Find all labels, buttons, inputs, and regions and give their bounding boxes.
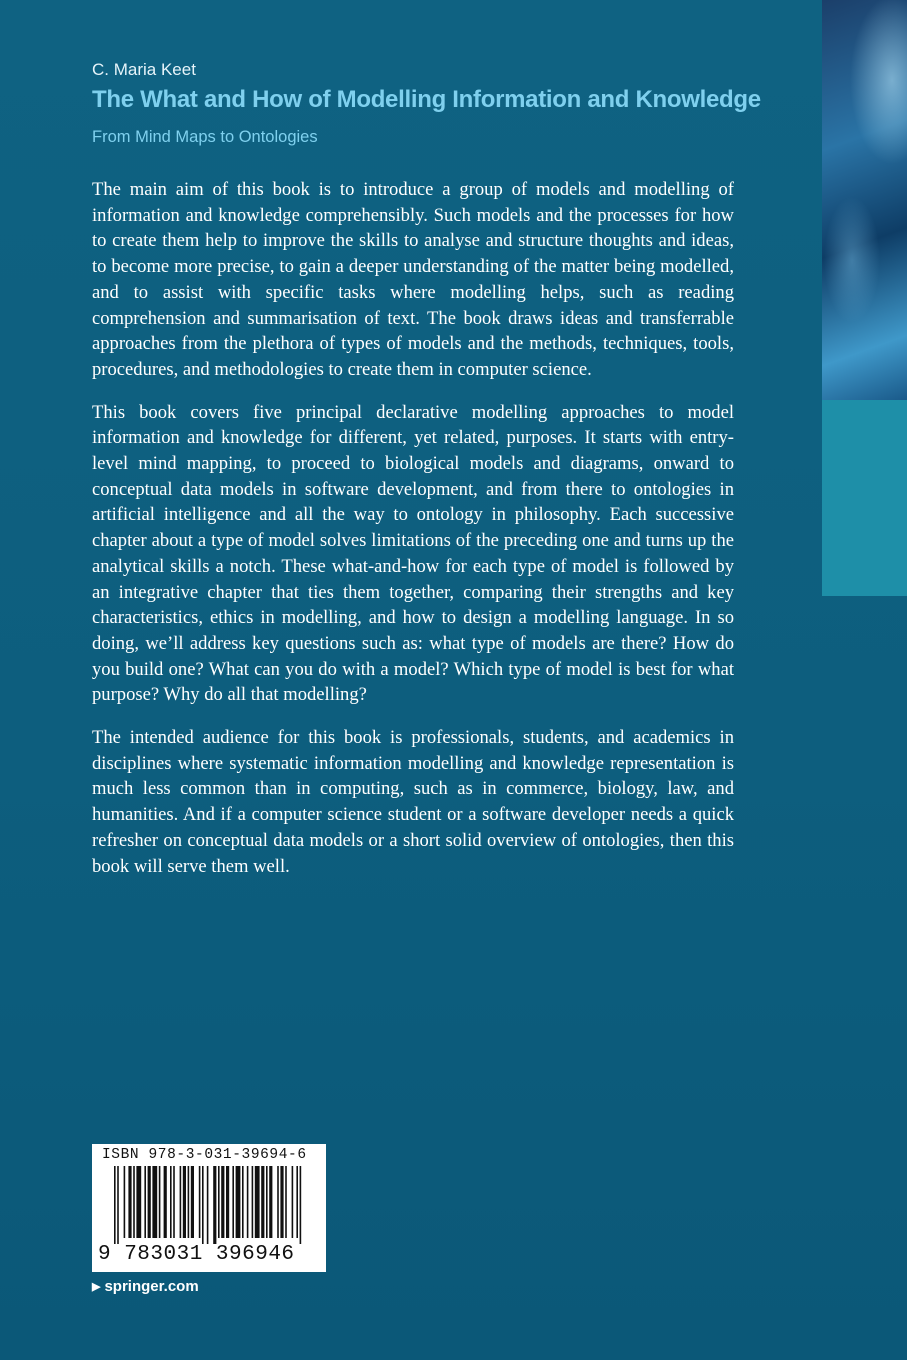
barcode-bar — [213, 1166, 216, 1244]
barcode-bars — [92, 1166, 326, 1246]
barcode-bar — [136, 1166, 141, 1238]
barcode-bar — [232, 1166, 234, 1238]
book-title: The What and How of Modelling Information and Knowledge — [92, 86, 761, 113]
blurb-paragraph: The intended audience for this book is professionals, students, and academics in disciplines where systematic information modelling and knowledge representation is much less common than in computing, such as in commerce, biology, law, and humanities. And if a computer science student or a software developer needs a quick refresher on conceptual data models or a short solid overview of ontologies, then this book will serve them well. — [92, 727, 734, 877]
barcode-bar — [183, 1166, 186, 1238]
barcode-bar — [164, 1166, 167, 1238]
barcode-bar — [128, 1166, 131, 1238]
barcode-bar — [236, 1166, 241, 1238]
barcode-bar — [159, 1166, 161, 1238]
barcode-bar — [242, 1166, 244, 1238]
book-subtitle: From Mind Maps to Ontologies — [92, 128, 318, 146]
barcode-bar — [202, 1166, 204, 1244]
barcode-bar — [117, 1166, 119, 1244]
barcode-bar — [247, 1166, 249, 1238]
barcode-bar — [255, 1166, 260, 1238]
isbn-barcode — [92, 1144, 326, 1272]
barcode-bar — [199, 1166, 201, 1238]
barcode-bar — [152, 1166, 157, 1238]
blurb-paragraph: The main aim of this book is to introduce a group of models and modelling of information and knowledge comprehensibly. Such models and the processes for how to create them help to improve the skills to analyse and structure thoughts and ideas, to become more precise, to gain a deeper understanding of the matter being modelled, and to assist with specific tasks where modelling helps, such as reading comprehension and summarisation of text. The book draws ideas and transferrable approaches from the plethora of types of models and the methods, techniques, tools, procedures, and methodologies to create them in computer science. — [92, 179, 734, 380]
barcode-bar — [148, 1166, 151, 1238]
barcode-bar — [144, 1166, 146, 1238]
chevron-right-icon: ▶ — [92, 1281, 101, 1293]
barcode-bar — [170, 1166, 172, 1238]
barcode-bar — [191, 1166, 194, 1238]
barcode-bar — [207, 1166, 209, 1244]
barcode-bar — [133, 1166, 135, 1238]
author-name: C. Maria Keet — [92, 60, 196, 79]
isbn-label: ISBN 978-3-031-39694-6 — [102, 1147, 307, 1163]
barcode-bar — [285, 1166, 287, 1238]
barcode-bar — [292, 1166, 294, 1238]
barcode-bar — [173, 1166, 175, 1238]
barcode-bar — [296, 1166, 298, 1238]
cover-art-strip — [822, 0, 907, 400]
accent-color-strip — [822, 400, 907, 596]
barcode-bar — [218, 1166, 220, 1238]
barcode-bar — [180, 1166, 182, 1238]
blurb — [92, 177, 734, 896]
barcode-bar — [269, 1166, 272, 1238]
barcode-bar — [221, 1166, 224, 1238]
barcode-bar — [261, 1166, 264, 1238]
barcode-bar — [280, 1166, 283, 1238]
barcode-bar — [188, 1166, 190, 1238]
barcode-bar — [277, 1166, 279, 1238]
publisher-website: springer.com — [104, 1278, 199, 1295]
barcode-bar — [114, 1166, 116, 1244]
barcode-bar — [124, 1166, 126, 1238]
blurb-paragraph: This book covers five principal declarative modelling approaches to model information and knowledge for different, yet related, purposes. It starts with entry-level mind mapping, to proceed to biological models and diagrams, onward to conceptual data models in software development, and from there to ontologies in artificial intelligence and all the way to ontology in philosophy. Each successive chapter about a type of model solves limitations of the preceding one and turns up the analytical skills a notch. These what-and-how for each type of model is followed by an integrative chapter that ties them together, comparing their strengths and key characteristics, ethics in modelling, and how to design a modelling language. In so doing, we’ll address key questions such as: what type of models are there? How do you build one? What can you do with a model? Which type of model is best for what purpose? Why do all that modelling? — [92, 401, 734, 706]
barcode-digits: 9 783031 396946 — [98, 1243, 295, 1266]
barcode-bar — [300, 1166, 302, 1244]
barcode-bar — [252, 1166, 254, 1238]
barcode-bar — [266, 1166, 268, 1238]
publisher-link[interactable] — [92, 1278, 199, 1295]
barcode-bar — [226, 1166, 229, 1238]
